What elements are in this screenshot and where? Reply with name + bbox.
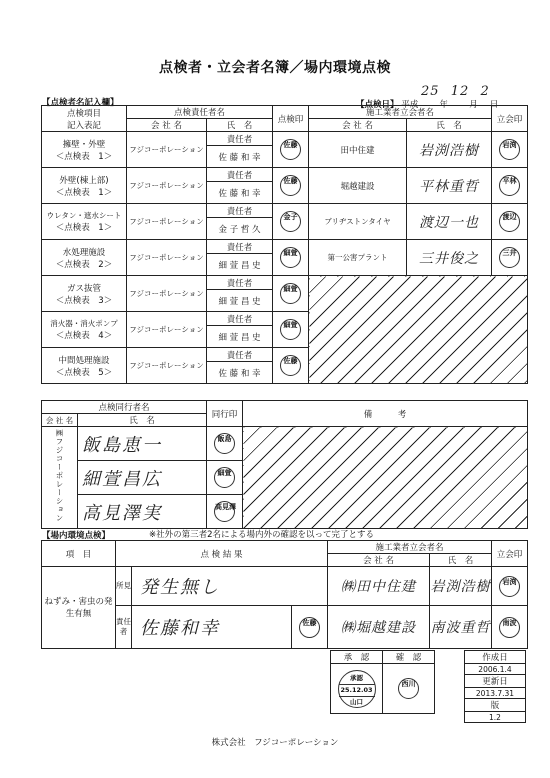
companion-stamp-header: 同行印 bbox=[207, 401, 243, 427]
row-stamp: 佐藤 bbox=[273, 348, 309, 384]
row-item: ウレタン・遮水シート ＜点検表 1＞ bbox=[42, 204, 127, 240]
env-header-item: 項 目 bbox=[42, 541, 116, 567]
companion-name: 高見澤実 bbox=[78, 495, 207, 529]
row-c-stamp: 岩渕 bbox=[492, 132, 528, 168]
remarks-area bbox=[243, 427, 528, 529]
row-item: 擁壁・外壁 ＜点検表 1＞ bbox=[42, 132, 127, 168]
date-year-unit: 年 bbox=[439, 100, 448, 110]
env-row-stamp: 岩渕 bbox=[492, 567, 528, 606]
companion-name-header: 氏 名 bbox=[78, 414, 207, 427]
row-stamp: 佐藤 bbox=[273, 132, 309, 168]
companion-header: 点検同行者名 bbox=[42, 401, 207, 414]
date-label: 【点検日】 bbox=[356, 100, 399, 110]
row-stamp: 細萱 bbox=[273, 240, 309, 276]
date-day-unit: 日 bbox=[489, 100, 499, 110]
row-c-name: 三井俊之 bbox=[407, 240, 492, 276]
header-item: 点検項目 記入表記 bbox=[42, 106, 127, 132]
companion-name: 飯島恵一 bbox=[78, 427, 207, 461]
responsible-name: 佐藤和幸 bbox=[132, 606, 292, 649]
header-name: 氏 名 bbox=[207, 119, 273, 132]
row-role: 責任者 bbox=[207, 312, 273, 326]
row-stamp: 佐藤 bbox=[273, 168, 309, 204]
env-row-name: 南波重哲 bbox=[430, 606, 492, 649]
row-company: フジコーポレーション bbox=[127, 312, 207, 348]
inspector-table bbox=[41, 105, 528, 384]
env-row-name: 岩渕浩樹 bbox=[430, 567, 492, 606]
row-name: 佐 藤 和 幸 bbox=[207, 362, 273, 384]
confirm-stamp-cell bbox=[383, 664, 435, 714]
row-item: 中間処理施設 ＜点検表 5＞ bbox=[42, 348, 127, 384]
companion-stamp: 細萱 bbox=[207, 461, 243, 495]
env-item: ねずみ・害虫の発生有無 bbox=[42, 567, 116, 649]
row-c-stamp: 三井 bbox=[492, 240, 528, 276]
row-role: 責任者 bbox=[207, 132, 273, 146]
date-era: 平成 bbox=[401, 100, 419, 110]
header-stamp: 点検印 bbox=[273, 106, 309, 132]
row-role: 責任者 bbox=[207, 204, 273, 218]
row-company: フジコーポレーション bbox=[127, 348, 207, 384]
findings-value: 発生無し bbox=[132, 567, 328, 606]
created-header: 作成日 bbox=[465, 651, 526, 664]
row-item: 水処理施設 ＜点検表 2＞ bbox=[42, 240, 127, 276]
env-header-result: 点 検 結 果 bbox=[116, 541, 328, 567]
env-header-contractor: 施工業者立会者名 bbox=[328, 541, 492, 554]
row-name: 佐 藤 和 幸 bbox=[207, 182, 273, 204]
row-stamp: 細萱 bbox=[273, 312, 309, 348]
version-value: 1.2 bbox=[465, 712, 526, 723]
row-c-stamp: 渡辺 bbox=[492, 204, 528, 240]
row-company: フジコーポレーション bbox=[127, 132, 207, 168]
row-item: ガス抜管 ＜点検表 3＞ bbox=[42, 276, 127, 312]
approval-table bbox=[330, 650, 435, 714]
env-row-company: ㈱田中住建 bbox=[328, 567, 430, 606]
row-c-name: 平林重哲 bbox=[407, 168, 492, 204]
companion-stamp: 飯島 bbox=[207, 427, 243, 461]
inspection-date bbox=[356, 84, 526, 110]
row-name: 細 萱 昌 史 bbox=[207, 326, 273, 348]
companion-name: 細萱昌広 bbox=[78, 461, 207, 495]
footer-company: 株式会社 フジコーポレーション bbox=[211, 738, 339, 748]
env-section-note: ※社外の第三者2名による場内外の確認を以って完了とする bbox=[149, 530, 375, 540]
row-name: 金 子 哲 久 bbox=[207, 218, 273, 240]
row-role: 責任者 bbox=[207, 276, 273, 290]
date-month: 12 bbox=[450, 84, 470, 99]
env-header-company: 会 社 名 bbox=[328, 554, 430, 567]
env-header-stamp: 立会印 bbox=[492, 541, 528, 567]
row-c-company: ブリヂストンタイヤ bbox=[309, 204, 407, 240]
date-day: 2 bbox=[480, 84, 490, 99]
header-responsible: 点検責任者名 bbox=[127, 106, 273, 119]
approve-stamp: 承認 25.12.03 山口 bbox=[338, 670, 376, 708]
row-stamp: 細萱 bbox=[273, 276, 309, 312]
findings-label: 所見 bbox=[116, 567, 132, 606]
contractor-hatched-area bbox=[309, 276, 528, 384]
row-company: フジコーポレーション bbox=[127, 168, 207, 204]
version-header: 版 bbox=[465, 699, 526, 712]
companion-stamp: 高見澤 bbox=[207, 495, 243, 529]
revision-table bbox=[464, 650, 526, 723]
confirm-header: 確 認 bbox=[383, 651, 435, 664]
row-name: 細 萱 昌 史 bbox=[207, 290, 273, 312]
header-company: 会 社 名 bbox=[127, 119, 207, 132]
row-role: 責任者 bbox=[207, 168, 273, 182]
header-c-name: 氏 名 bbox=[407, 119, 492, 132]
row-role: 責任者 bbox=[207, 240, 273, 254]
row-stamp: 金子 bbox=[273, 204, 309, 240]
env-row-company: ㈱堀越建設 bbox=[328, 606, 430, 649]
companion-company-header: 会 社 名 bbox=[42, 414, 78, 427]
remarks-header: 備 考 bbox=[243, 401, 528, 427]
created-value: 2006.1.4 bbox=[465, 664, 526, 675]
companion-company: ㈱フジコーポレーション bbox=[42, 427, 78, 529]
row-name: 佐 藤 和 幸 bbox=[207, 146, 273, 168]
row-c-company: 第一公害プラント bbox=[309, 240, 407, 276]
date-year: 25 bbox=[420, 84, 440, 99]
approve-header: 承 認 bbox=[331, 651, 383, 664]
row-c-company: 田中住建 bbox=[309, 132, 407, 168]
row-item: 外壁(棟上部) ＜点検表 1＞ bbox=[42, 168, 127, 204]
row-name: 細 萱 昌 史 bbox=[207, 254, 273, 276]
header-contractor-stamp: 立会印 bbox=[492, 106, 528, 132]
approve-stamp-cell bbox=[331, 664, 383, 714]
confirm-stamp: 西川 bbox=[398, 678, 419, 699]
row-c-name: 渡辺一也 bbox=[407, 204, 492, 240]
env-row-stamp: 南波 bbox=[492, 606, 528, 649]
row-company: フジコーポレーション bbox=[127, 240, 207, 276]
date-month-unit: 月 bbox=[469, 100, 478, 110]
header-c-company: 会 社 名 bbox=[309, 119, 407, 132]
updated-value: 2013.7.31 bbox=[465, 688, 526, 699]
companion-table bbox=[41, 400, 528, 529]
env-section-label: 【場内環境点検】 bbox=[42, 531, 111, 541]
env-header-name: 氏 名 bbox=[430, 554, 492, 567]
responsible-stamp: 佐藤 bbox=[292, 606, 328, 649]
row-c-company: 堀越建設 bbox=[309, 168, 407, 204]
header-contractor: 施工業者立会者名 bbox=[309, 106, 492, 119]
row-company: フジコーポレーション bbox=[127, 204, 207, 240]
updated-header: 更新日 bbox=[465, 675, 526, 688]
row-role: 責任者 bbox=[207, 348, 273, 362]
responsible-label: 責任者 bbox=[116, 606, 132, 649]
row-item: 消火器・消火ポンプ ＜点検表 4＞ bbox=[42, 312, 127, 348]
page-title: 点検者・立会者名簿／場内環境点検 bbox=[159, 60, 391, 76]
inspector-section-label: 【点検者名記入欄】 bbox=[42, 98, 119, 108]
row-c-stamp: 平林 bbox=[492, 168, 528, 204]
env-table bbox=[41, 540, 528, 649]
row-c-name: 岩渕浩樹 bbox=[407, 132, 492, 168]
row-company: フジコーポレーション bbox=[127, 276, 207, 312]
